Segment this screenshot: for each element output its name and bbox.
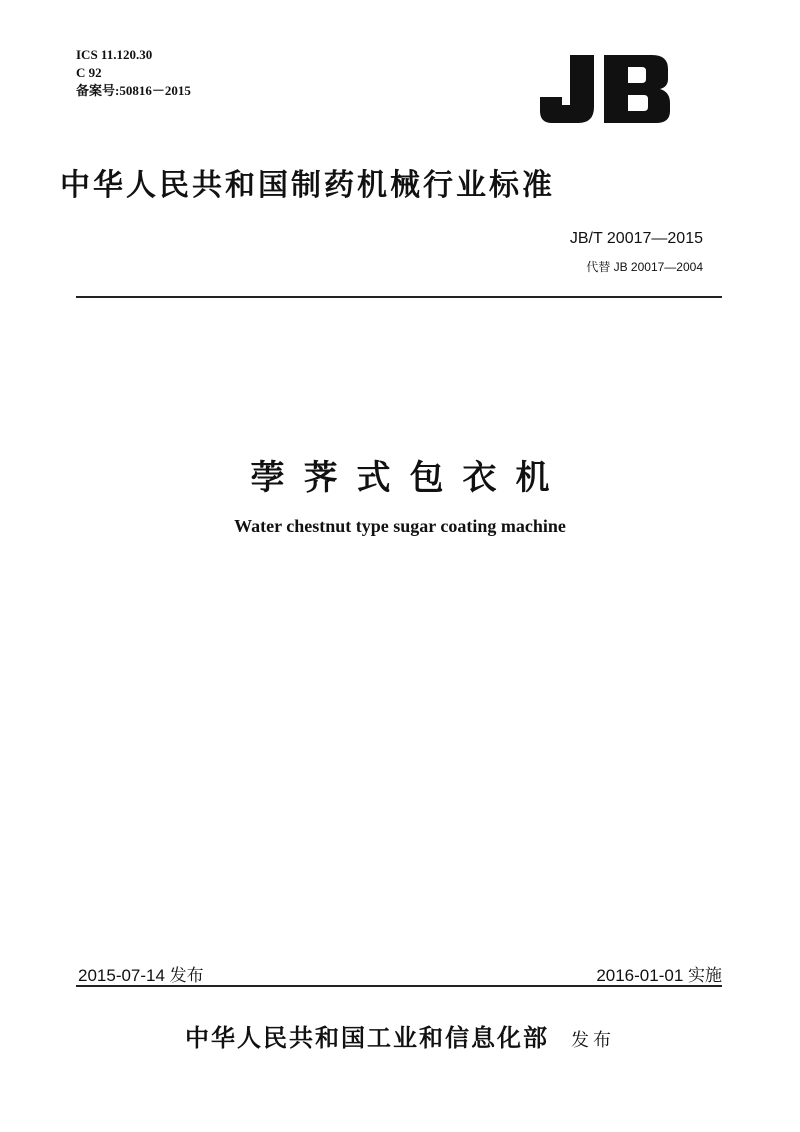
filing-number: 备案号:50816－2015 bbox=[76, 83, 191, 98]
title-chinese: 荸荠式包衣机 bbox=[250, 458, 569, 498]
industry-standard-title: 中华人民共和国制药机械行业标准 bbox=[60, 168, 555, 203]
replaces-standard: 代替 JB 20017—2004 bbox=[586, 260, 703, 274]
standard-number: JB/T 20017—2015 bbox=[569, 230, 703, 247]
issuer-suffix: 发布 bbox=[571, 1030, 615, 1051]
footer-divider bbox=[76, 985, 722, 987]
issuer bbox=[0, 1018, 800, 1053]
issuer-name: 中华人民共和国工业和信息化部 bbox=[185, 1024, 549, 1052]
issue-date: 2015-07-14 发布 bbox=[78, 966, 204, 985]
ccs-code: C 92 bbox=[76, 65, 102, 80]
jb-logo bbox=[540, 55, 670, 125]
implementation-date: 2016-01-01 实施 bbox=[596, 966, 722, 985]
ics-code: ICS 11.120.30 bbox=[76, 47, 153, 62]
title-english: Water chestnut type sugar coating machine bbox=[234, 516, 566, 536]
header-divider bbox=[76, 296, 722, 298]
